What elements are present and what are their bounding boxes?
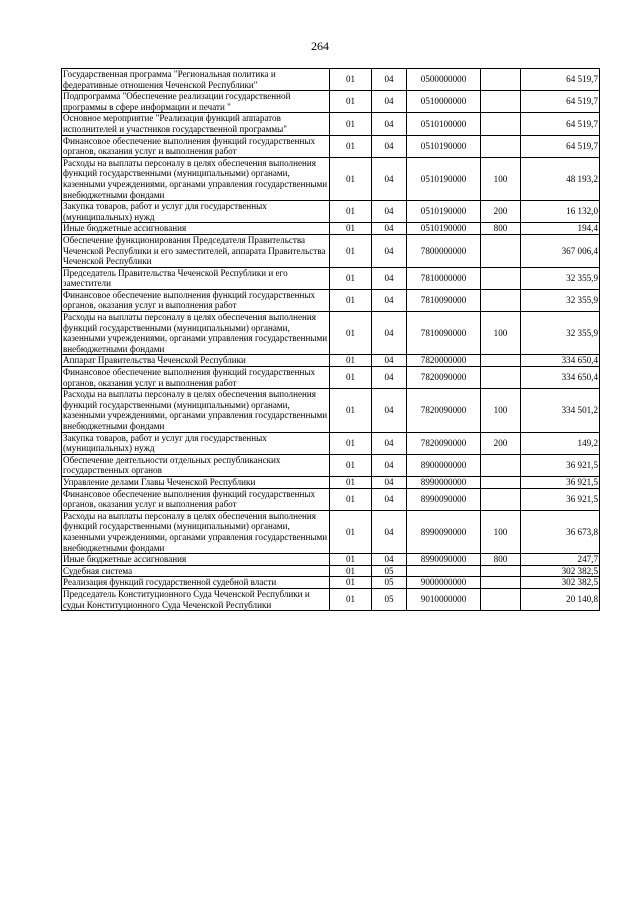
row-subsection-cell: 04 bbox=[372, 554, 407, 566]
row-target-article-cell: 7820090000 bbox=[407, 432, 481, 454]
row-amount-cell: 334 650,4 bbox=[521, 355, 600, 367]
row-target-article-cell: 8990090000 bbox=[407, 488, 481, 510]
row-name-cell: Финансовое обеспечение выполнения функций государственных органов, оказания услуг и выполнения работ bbox=[62, 488, 330, 510]
row-subsection-cell: 05 bbox=[372, 577, 407, 589]
row-subsection-cell: 04 bbox=[372, 476, 407, 488]
row-name-cell: Расходы на выплаты персоналу в целях обеспечения выполнения функций государственными (муниципальными) органами, казенными учреждениями, органами управления государственными внебюджетными фондами bbox=[62, 389, 330, 432]
row-name-cell: Финансовое обеспечение выполнения функций государственных органов, оказания услуг и выполнения работ bbox=[62, 135, 330, 157]
table-row bbox=[62, 223, 600, 235]
row-name-cell: Финансовое обеспечение выполнения функций государственных органов, оказания услуг и выполнения работ bbox=[62, 367, 330, 389]
row-section-cell: 01 bbox=[330, 588, 372, 610]
budget-table bbox=[61, 68, 600, 611]
row-amount-cell: 36 921,5 bbox=[521, 454, 600, 476]
row-target-article-cell: 0510190000 bbox=[407, 223, 481, 235]
table-row bbox=[62, 201, 600, 223]
row-expense-type-cell bbox=[481, 488, 521, 510]
row-amount-cell: 64 519,7 bbox=[521, 135, 600, 157]
row-target-article-cell: 0510190000 bbox=[407, 201, 481, 223]
row-section-cell: 01 bbox=[330, 312, 372, 355]
row-section-cell: 01 bbox=[330, 554, 372, 566]
row-expense-type-cell bbox=[481, 91, 521, 113]
row-subsection-cell: 04 bbox=[372, 113, 407, 135]
row-subsection-cell: 04 bbox=[372, 135, 407, 157]
row-section-cell: 01 bbox=[330, 234, 372, 267]
row-subsection-cell: 04 bbox=[372, 355, 407, 367]
row-subsection-cell: 04 bbox=[372, 289, 407, 311]
row-name-cell: Закупка товаров, работ и услуг для государственных (муниципальных) нужд bbox=[62, 201, 330, 223]
row-subsection-cell: 04 bbox=[372, 267, 407, 289]
row-section-cell: 01 bbox=[330, 577, 372, 589]
table-row bbox=[62, 267, 600, 289]
row-expense-type-cell bbox=[481, 267, 521, 289]
row-subsection-cell: 04 bbox=[372, 223, 407, 235]
row-amount-cell: 64 519,7 bbox=[521, 91, 600, 113]
row-section-cell: 01 bbox=[330, 510, 372, 553]
row-section-cell: 01 bbox=[330, 157, 372, 200]
row-target-article-cell: 0510190000 bbox=[407, 135, 481, 157]
row-section-cell: 01 bbox=[330, 135, 372, 157]
table-row bbox=[62, 554, 600, 566]
table-row bbox=[62, 157, 600, 200]
row-section-cell: 01 bbox=[330, 91, 372, 113]
row-subsection-cell: 04 bbox=[372, 312, 407, 355]
row-amount-cell: 334 501,2 bbox=[521, 389, 600, 432]
row-subsection-cell: 04 bbox=[372, 454, 407, 476]
row-amount-cell: 16 132,0 bbox=[521, 201, 600, 223]
table-row bbox=[62, 91, 600, 113]
row-section-cell: 01 bbox=[330, 432, 372, 454]
row-expense-type-cell: 200 bbox=[481, 432, 521, 454]
row-expense-type-cell: 100 bbox=[481, 157, 521, 200]
row-amount-cell: 64 519,7 bbox=[521, 113, 600, 135]
row-amount-cell: 194,4 bbox=[521, 223, 600, 235]
row-subsection-cell: 04 bbox=[372, 201, 407, 223]
row-subsection-cell: 04 bbox=[372, 367, 407, 389]
table-row bbox=[62, 355, 600, 367]
row-section-cell: 01 bbox=[330, 113, 372, 135]
row-subsection-cell: 04 bbox=[372, 234, 407, 267]
table-row bbox=[62, 577, 600, 589]
row-target-article-cell bbox=[407, 565, 481, 577]
row-name-cell: Основное мероприятие "Реализация функций аппаратов исполнителей и участников государственной программы" bbox=[62, 113, 330, 135]
row-subsection-cell: 04 bbox=[372, 432, 407, 454]
row-target-article-cell: 7810090000 bbox=[407, 312, 481, 355]
row-target-article-cell: 7800000000 bbox=[407, 234, 481, 267]
table-row bbox=[62, 565, 600, 577]
page-number: 264 bbox=[311, 39, 329, 53]
row-section-cell: 01 bbox=[330, 223, 372, 235]
row-name-cell: Судебная система bbox=[62, 565, 330, 577]
row-amount-cell: 32 355,9 bbox=[521, 312, 600, 355]
table-row bbox=[62, 367, 600, 389]
row-name-cell: Управление делами Главы Чеченской Республики bbox=[62, 476, 330, 488]
row-subsection-cell: 04 bbox=[372, 510, 407, 553]
row-section-cell: 01 bbox=[330, 69, 372, 91]
table-row bbox=[62, 234, 600, 267]
row-expense-type-cell bbox=[481, 234, 521, 267]
row-subsection-cell: 04 bbox=[372, 157, 407, 200]
table-row bbox=[62, 69, 600, 91]
table-body bbox=[62, 69, 600, 611]
row-name-cell: Расходы на выплаты персоналу в целях обеспечения выполнения функций государственными (муниципальными) органами, казенными учреждениями, органами управления государственными внебюджетными фондами bbox=[62, 312, 330, 355]
row-amount-cell: 36 673,8 bbox=[521, 510, 600, 553]
row-target-article-cell: 8900000000 bbox=[407, 454, 481, 476]
row-section-cell: 01 bbox=[330, 565, 372, 577]
row-expense-type-cell: 800 bbox=[481, 223, 521, 235]
row-subsection-cell: 05 bbox=[372, 588, 407, 610]
row-target-article-cell: 7810090000 bbox=[407, 289, 481, 311]
row-amount-cell: 32 355,9 bbox=[521, 289, 600, 311]
row-section-cell: 01 bbox=[330, 267, 372, 289]
row-expense-type-cell bbox=[481, 588, 521, 610]
row-amount-cell: 302 382,5 bbox=[521, 565, 600, 577]
table-row bbox=[62, 432, 600, 454]
table-row bbox=[62, 289, 600, 311]
row-name-cell: Закупка товаров, работ и услуг для государственных (муниципальных) нужд bbox=[62, 432, 330, 454]
row-target-article-cell: 8990090000 bbox=[407, 554, 481, 566]
row-subsection-cell: 05 bbox=[372, 565, 407, 577]
row-expense-type-cell: 200 bbox=[481, 201, 521, 223]
table-row bbox=[62, 454, 600, 476]
row-expense-type-cell bbox=[481, 289, 521, 311]
row-name-cell: Иные бюджетные ассигнования bbox=[62, 554, 330, 566]
row-target-article-cell: 7820090000 bbox=[407, 389, 481, 432]
row-target-article-cell: 0510100000 bbox=[407, 113, 481, 135]
row-amount-cell: 302 382,5 bbox=[521, 577, 600, 589]
row-section-cell: 01 bbox=[330, 389, 372, 432]
row-expense-type-cell bbox=[481, 355, 521, 367]
row-section-cell: 01 bbox=[330, 476, 372, 488]
row-amount-cell: 48 193,2 bbox=[521, 157, 600, 200]
row-expense-type-cell: 100 bbox=[481, 389, 521, 432]
row-section-cell: 01 bbox=[330, 289, 372, 311]
row-name-cell: Расходы на выплаты персоналу в целях обеспечения выполнения функций государственными (муниципальными) органами, казенными учреждениями, органами управления государственными внебюджетными фондами bbox=[62, 510, 330, 553]
row-section-cell: 01 bbox=[330, 367, 372, 389]
row-expense-type-cell: 800 bbox=[481, 554, 521, 566]
row-amount-cell: 20 140,8 bbox=[521, 588, 600, 610]
row-expense-type-cell bbox=[481, 476, 521, 488]
row-expense-type-cell bbox=[481, 69, 521, 91]
row-amount-cell: 36 921,5 bbox=[521, 488, 600, 510]
row-section-cell: 01 bbox=[330, 488, 372, 510]
row-expense-type-cell bbox=[481, 113, 521, 135]
row-name-cell: Аппарат Правительства Чеченской Республики bbox=[62, 355, 330, 367]
table-row bbox=[62, 510, 600, 553]
row-amount-cell: 64 519,7 bbox=[521, 69, 600, 91]
table-row bbox=[62, 476, 600, 488]
row-target-article-cell: 9000000000 bbox=[407, 577, 481, 589]
row-name-cell: Реализация функций государственной судебной власти bbox=[62, 577, 330, 589]
row-subsection-cell: 04 bbox=[372, 91, 407, 113]
row-target-article-cell: 9010000000 bbox=[407, 588, 481, 610]
row-target-article-cell: 0510000000 bbox=[407, 91, 481, 113]
row-name-cell: Расходы на выплаты персоналу в целях обеспечения выполнения функций государственными (муниципальными) органами, казенными учреждениями, органами управления государственными внебюджетными фондами bbox=[62, 157, 330, 200]
row-name-cell: Государственная программа "Региональная политика и федеративные отношения Чеченской Республики" bbox=[62, 69, 330, 91]
row-expense-type-cell bbox=[481, 454, 521, 476]
row-name-cell: Обеспечение деятельности отдельных республиканских государственных органов bbox=[62, 454, 330, 476]
table-row bbox=[62, 312, 600, 355]
row-amount-cell: 334 650,4 bbox=[521, 367, 600, 389]
row-target-article-cell: 8990090000 bbox=[407, 510, 481, 553]
table-row bbox=[62, 588, 600, 610]
row-target-article-cell: 0500000000 bbox=[407, 69, 481, 91]
row-expense-type-cell bbox=[481, 367, 521, 389]
row-section-cell: 01 bbox=[330, 201, 372, 223]
row-name-cell: Иные бюджетные ассигнования bbox=[62, 223, 330, 235]
row-expense-type-cell bbox=[481, 135, 521, 157]
row-section-cell: 01 bbox=[330, 454, 372, 476]
row-expense-type-cell bbox=[481, 577, 521, 589]
row-amount-cell: 32 355,9 bbox=[521, 267, 600, 289]
row-amount-cell: 367 006,4 bbox=[521, 234, 600, 267]
table-row bbox=[62, 113, 600, 135]
row-name-cell: Финансовое обеспечение выполнения функций государственных органов, оказания услуг и выполнения работ bbox=[62, 289, 330, 311]
table-row bbox=[62, 389, 600, 432]
row-expense-type-cell bbox=[481, 565, 521, 577]
row-target-article-cell: 7820090000 bbox=[407, 367, 481, 389]
row-subsection-cell: 04 bbox=[372, 488, 407, 510]
row-amount-cell: 36 921,5 bbox=[521, 476, 600, 488]
row-name-cell: Подпрограмма "Обеспечение реализации государственной программы в сфере информации и печати " bbox=[62, 91, 330, 113]
table-row bbox=[62, 135, 600, 157]
row-target-article-cell: 7810000000 bbox=[407, 267, 481, 289]
row-expense-type-cell: 100 bbox=[481, 312, 521, 355]
row-section-cell: 01 bbox=[330, 355, 372, 367]
row-name-cell: Председатель Конституционного Суда Чеченской Республики и судьи Конституционного Суда Чеченской Республики bbox=[62, 588, 330, 610]
row-subsection-cell: 04 bbox=[372, 389, 407, 432]
row-name-cell: Председатель Правительства Чеченской Республики и его заместители bbox=[62, 267, 330, 289]
row-amount-cell: 247,7 bbox=[521, 554, 600, 566]
row-name-cell: Обеспечение функционирования Председателя Правительства Чеченской Республики и его заместителей, аппарата Правительства Чеченской Республики bbox=[62, 234, 330, 267]
row-subsection-cell: 04 bbox=[372, 69, 407, 91]
row-target-article-cell: 7820000000 bbox=[407, 355, 481, 367]
row-amount-cell: 149,2 bbox=[521, 432, 600, 454]
row-expense-type-cell: 100 bbox=[481, 510, 521, 553]
row-target-article-cell: 8990000000 bbox=[407, 476, 481, 488]
row-target-article-cell: 0510190000 bbox=[407, 157, 481, 200]
table-row bbox=[62, 488, 600, 510]
